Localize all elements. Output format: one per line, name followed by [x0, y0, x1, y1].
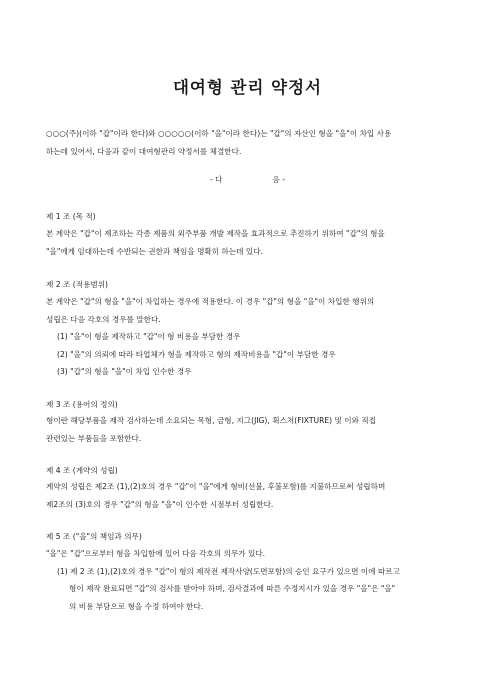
- article-line: 관련있는 부품들을 포함한다.: [46, 433, 142, 443]
- intro-line: ○○○(주)(이하 "갑"이라 한다)와 ○○○○○(이하 "을"이라 한다)는 "갑"의 자산인 형을 "을"이 차입 사용: [46, 129, 392, 138]
- article-2-body: [46, 293, 466, 381]
- intro-line: 하는데 있어서, 다음과 같이 대여형관리 약정서를 체결한다.: [46, 146, 242, 156]
- hanging-item-line: (1) 제 2 조 (1),(2)호의 경우 "갑"이 형의 제작전 제작사양(도면포함)의 승인 요구가 있으면 이에 따르고: [57, 566, 400, 576]
- article-5-body: [46, 545, 466, 615]
- article-line: "을"에게 임대하는데 수반되는 권한과 책임을 명확히 하는데 있다.: [46, 246, 264, 256]
- article-3-body: [46, 412, 466, 447]
- article-line: 성립은 다음 각호의 경우를 말한다.: [46, 314, 161, 324]
- article-1-heading: 제 1 조 (목 적): [46, 212, 96, 221]
- intro-paragraph: [46, 125, 466, 160]
- article-line: 계약의 성립은 제2조 (1),(2)호의 경우 "갑"이 "을"에게 형비(선불, 후불포함)를 지불하므로써 성립하며: [46, 482, 386, 491]
- article-5-heading: 제 5 조 ("을"의 책임과 의무): [46, 532, 142, 541]
- article-line: 본 계약은 "갑"의 형을 "을"이 차입하는 경우에 적용한다. 이 경우 "갑"의 형을 "을"이 차입한 행위의: [46, 297, 375, 306]
- section-separator: [0, 174, 495, 185]
- separator-left: - 다: [210, 175, 223, 184]
- article-4-body: [46, 478, 466, 513]
- separator-right: 음 -: [272, 175, 285, 184]
- article-line: 제2조의 (3)호의 경우 "갑"의 형을 "을"이 인수한 시점부터 성립한다.: [46, 499, 274, 509]
- hanging-item-line: 의 비용 부담으로 형을 수정 하여야 한다.: [69, 601, 204, 611]
- list-item: (1) "을"이 형을 제작하고 "갑"이 형 비용을 부담한 경우: [57, 332, 241, 341]
- article-2-heading: 제 2 조 (적용범위): [46, 280, 109, 289]
- article-line: 본 계약은 "갑"이 제조하는 각종 제품의 외주부품 개발 제작을 효과적으로 추진하기 위하여 "갑"의 형을: [46, 229, 385, 238]
- article-line: "을"은 "갑"으로부터 형을 차입함에 있어 다음 각호의 의무가 있다.: [46, 549, 266, 558]
- document-title: 대여형 관리 약정서: [172, 78, 322, 97]
- article-3-heading: 제 3 조 (용어의 정의): [46, 400, 118, 409]
- article-4-heading: 제 4 조 (계약의 성립): [46, 466, 118, 475]
- article-line: 형이란 해당부품을 제작 검사하는데 소요되는 목형, 금형, 지그(JIG), 휙스쳐(FIXTURE) 및 이와 직접: [46, 416, 377, 425]
- article-1-body: [46, 225, 466, 260]
- hanging-item-line: 형이 제작 완료되면 "갑"의 검사를 받아야 하며, 검사결과에 따른 수정지시가 있을 경우 "을"은 "을": [69, 584, 396, 593]
- list-item: (3) "갑"의 형을 "을"이 차입 인수한 경우: [57, 367, 192, 376]
- list-item: (2) "을"의 의뢰에 따라 타업체가 형을 제작하고 형의 제작비용을 "갑"이 부담한 경우: [57, 349, 336, 359]
